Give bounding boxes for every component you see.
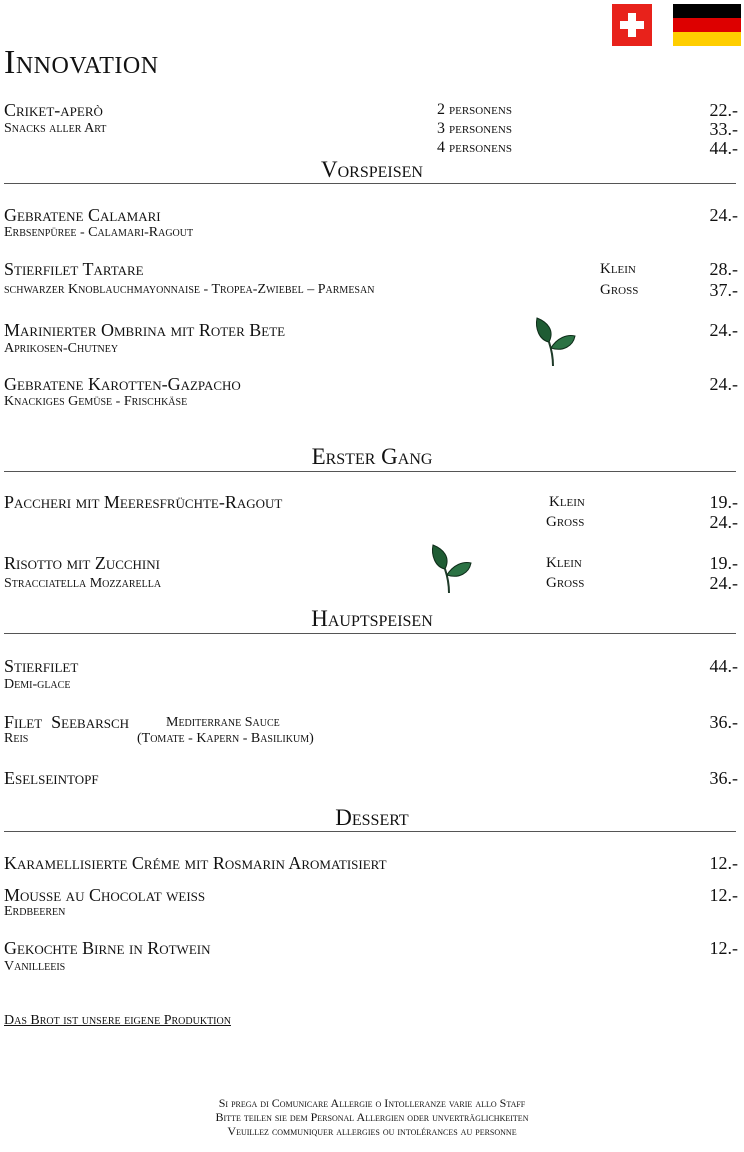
menu-item-desc: Erdbeeren <box>4 904 66 919</box>
size-price: 37.- <box>709 280 738 300</box>
section-title-dessert: Dessert <box>335 805 409 830</box>
menu-item-name: Filet Seebarsch <box>4 712 130 732</box>
menu-item-desc: schwarzer Knoblauchmayonnaise - Tropea-Zwiebel – Parmesan <box>4 282 375 297</box>
aperitivo-desc: Snacks aller Art <box>4 121 107 136</box>
menu-item-name: Stierfilet <box>4 656 79 676</box>
menu-item-price: 24.- <box>709 205 738 225</box>
menu-item-name: Stierfilet Tartare <box>4 259 144 279</box>
section-divider <box>4 471 736 472</box>
menu-item-price: 24.- <box>709 320 738 340</box>
menu-item-price: 12.- <box>709 938 738 958</box>
menu-item-price: 12.- <box>709 885 738 905</box>
bread-note: Das Brot ist unsere eigene Produktion <box>4 1013 231 1028</box>
section-divider <box>4 633 736 634</box>
menu-item-name: Gebratene Calamari <box>4 205 161 225</box>
allergy-note-de: Bitte teilen sie dem Personal Allergien oder unverträglichkeiten <box>215 1110 529 1124</box>
menu-item-name: Gekochte Birne in Rotwein <box>4 938 211 958</box>
menu-item-desc: Aprikosen-Chutney <box>4 341 119 356</box>
section-divider <box>4 831 736 832</box>
menu-item-desc: Demi-glace <box>4 677 71 692</box>
aperitivo-option-price: 22.- <box>709 100 738 120</box>
menu-item-desc: Erbsenpüree - Calamari-Ragout <box>4 225 194 240</box>
menu-item-name: Gebratene Karotten-Gazpacho <box>4 374 241 394</box>
menu-item-extra: Mediterrane Sauce <box>166 715 280 730</box>
menu-item-name: Risotto mit Zucchini <box>4 553 160 573</box>
vegetarian-leaf-icon <box>429 543 473 595</box>
section-title-hauptspeisen: Hauptspeisen <box>311 606 433 631</box>
menu-item-desc: Stracciatella Mozzarella <box>4 576 162 591</box>
aperitivo-option-price: 33.- <box>709 119 738 139</box>
menu-item-price: 36.- <box>709 712 738 732</box>
size-price: 28.- <box>709 259 738 279</box>
aperitivo-option-label: 3 personens <box>437 120 512 137</box>
aperitivo-option-price: 44.- <box>709 138 738 158</box>
menu-item-price: 44.- <box>709 656 738 676</box>
menu-item-desc: Vanilleeis <box>4 959 66 974</box>
menu-item-price: 24.- <box>709 374 738 394</box>
menu-item-desc: Knackiges Gemüse - Frischkäse <box>4 394 188 409</box>
size-label: Klein <box>600 261 636 277</box>
menu-item-name: Marinierter Ombrina mit Roter Bete <box>4 320 286 340</box>
size-label: Gross <box>546 514 585 530</box>
size-price: 24.- <box>709 512 738 532</box>
page-title: Innovation <box>4 44 159 81</box>
menu-item-name: Mousse au Chocolat weiss <box>4 885 206 905</box>
menu-item-desc: Reis <box>4 731 29 746</box>
size-price: 19.- <box>709 553 738 573</box>
menu-item-desc-extra: (Tomate - Kapern - Basilikum) <box>137 731 314 746</box>
menu-item-name: Paccheri mit Meeresfrüchte-Ragout <box>4 492 283 512</box>
size-label: Gross <box>546 575 585 591</box>
section-divider <box>4 183 736 184</box>
allergy-note-fr: Veuillez communiquer allergies ou intolérances au personne <box>227 1124 517 1138</box>
aperitivo-option-label: 4 personens <box>437 139 512 156</box>
menu-item-price: 36.- <box>709 768 738 788</box>
section-title-ersterGang: Erster Gang <box>311 444 433 469</box>
menu-item-name: Karamellisierte Créme mit Rosmarin Aromatisiert <box>4 853 387 873</box>
size-price: 24.- <box>709 573 738 593</box>
section-title-vorspeisen: Vorspeisen <box>321 157 423 182</box>
swiss-flag-icon <box>612 4 652 46</box>
vegetarian-leaf-icon <box>533 316 577 368</box>
allergy-note-it: Si prega di Comunicare Allergie o Intolleranze varie allo Staff <box>218 1096 526 1110</box>
aperitivo-option-label: 2 personens <box>437 101 512 118</box>
german-flag-icon <box>673 4 741 46</box>
size-price: 19.- <box>709 492 738 512</box>
menu-item-name: Eselseintopf <box>4 768 99 788</box>
menu-item-price: 12.- <box>709 853 738 873</box>
size-label: Gross <box>600 282 639 298</box>
size-label: Klein <box>546 555 582 571</box>
aperitivo-name: Criket-aperò <box>4 100 103 120</box>
size-label: Klein <box>549 494 585 510</box>
